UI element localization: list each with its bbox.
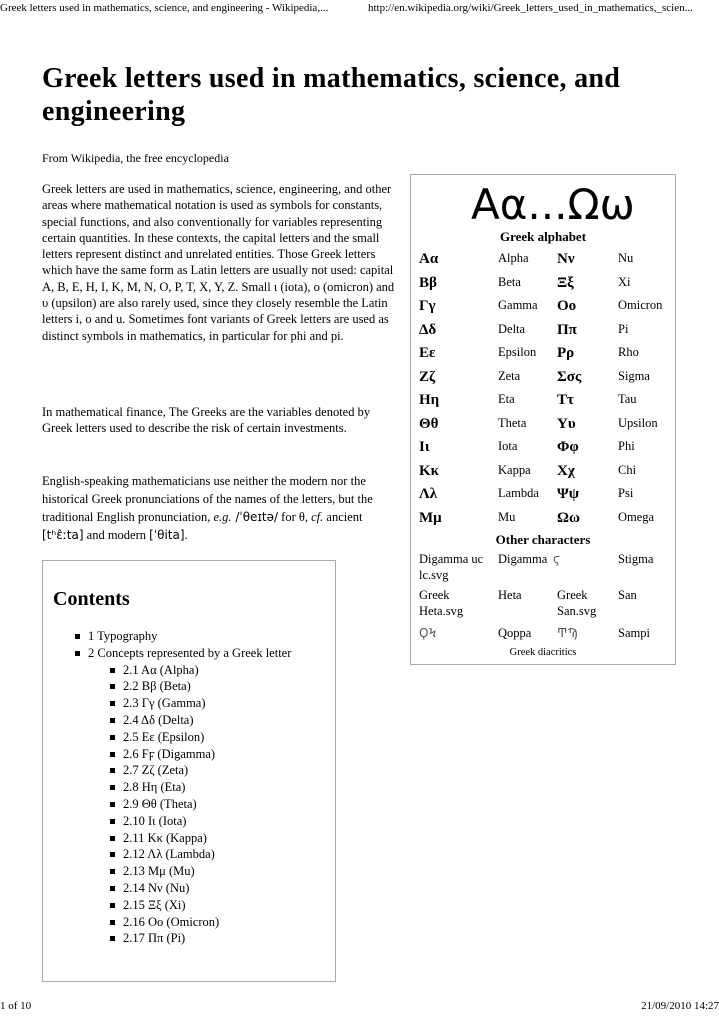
letter-upper-lower[interactable]: Σσς [557, 368, 582, 385]
letter-upper-lower[interactable]: Οο [557, 298, 577, 314]
letter-name[interactable]: Kappa [498, 462, 531, 477]
letter-name[interactable]: Theta [498, 415, 527, 430]
toc-item-label[interactable]: 2.7 Ζζ (Zeta) [123, 763, 189, 778]
toc-item[interactable] [43, 846, 335, 863]
toc-item[interactable] [43, 762, 335, 779]
bullet-icon [110, 836, 115, 841]
letter-name[interactable]: Beta [498, 274, 521, 289]
bullet-icon [110, 768, 115, 773]
letter-name[interactable]: Sigma [618, 368, 650, 383]
article-subtitle: From Wikipedia, the free encyclopedia [42, 151, 229, 165]
toc-item-label[interactable]: 2.8 Ηη (Eta) [123, 780, 186, 795]
greek-alphabet-infobox [410, 174, 676, 665]
letter-upper-lower[interactable]: Ψψ [557, 486, 580, 502]
bullet-icon [110, 936, 115, 941]
toc-item[interactable] [43, 678, 335, 695]
bullet-icon [75, 634, 80, 639]
bullet-icon [110, 668, 115, 673]
letter-upper-lower[interactable]: Ρρ [557, 345, 575, 361]
heta-image-label-a[interactable]: Greek [419, 588, 450, 602]
san-image-label-a[interactable]: Greek [557, 588, 588, 602]
bullet-icon [110, 920, 115, 925]
toc-item[interactable] [43, 779, 335, 796]
toc-item-label[interactable]: 2.13 Μμ (Mu) [123, 864, 195, 879]
stigma-name[interactable]: Stigma [618, 552, 654, 566]
letter-name[interactable]: Xi [618, 274, 631, 289]
letter-upper-lower[interactable]: Υυ [557, 415, 576, 432]
toc-item-label[interactable]: 2.5 Εε (Epsilon) [123, 729, 205, 744]
ipa-english[interactable]: /ˈθeɪtə/ [231, 510, 279, 524]
toc-item[interactable] [43, 930, 335, 947]
letter-name[interactable]: Rho [618, 345, 639, 359]
letter-upper-lower[interactable]: Ιι [419, 439, 430, 455]
bullet-icon [110, 718, 115, 723]
letter-name[interactable]: Lambda [498, 486, 539, 500]
toc-item-label[interactable]: 2.6 Ϝϝ (Digamma) [123, 746, 216, 761]
ipa-modern[interactable]: [ˈθita] [149, 528, 185, 542]
letter-name[interactable]: Eta [498, 392, 515, 406]
letter-name[interactable]: Upsilon [618, 415, 658, 430]
toc-item[interactable] [43, 729, 335, 746]
p3-text-d: and modern [83, 528, 150, 542]
letter-upper-lower[interactable]: Ββ [419, 274, 437, 291]
toc-item-label[interactable]: 2.16 Οο (Omicron) [123, 914, 220, 929]
toc-item[interactable] [43, 628, 335, 645]
letter-name[interactable]: Iota [498, 439, 518, 453]
letter-upper-lower[interactable]: Ππ [557, 321, 577, 338]
letter-name[interactable]: Omicron [618, 298, 663, 312]
toc-item[interactable] [43, 695, 335, 712]
letter-name[interactable]: Nu [618, 251, 634, 265]
letter-name[interactable]: Alpha [498, 251, 529, 265]
toc-item[interactable] [43, 746, 335, 763]
toc-item[interactable] [43, 897, 335, 914]
bullet-icon [110, 852, 115, 857]
intro-paragraph: Greek letters are used in mathematics, science, engineering, and other areas where mathematical notation is used as symbols for constants, special functions, and also conventionally for variables representing certain quantities. In these contexts, the capital letters and the small letters represent distinct and unrelated entities. Those Greek letters which have the same form as Latin letters are usually not used: capital A, B, E, H, I, K, M, N, O, P, T, X, Y, Z. Small ι (iota), ο (omicron) and υ (upsilon) are also rarely used, since they closely resemble the Latin letters i, o and u. Sometimes font variants of Greek letters are used as distinct symbols in mathematics, in particular for phi and pi. [42, 182, 395, 343]
heta-image-label-b[interactable]: Heta.svg [419, 604, 464, 618]
toc-item[interactable] [43, 830, 335, 847]
toc-item[interactable] [43, 662, 335, 679]
letter-name[interactable]: Mu [498, 509, 516, 524]
toc-item[interactable] [43, 796, 335, 813]
toc-item[interactable] [43, 813, 335, 830]
toc-item[interactable] [43, 863, 335, 880]
bullet-icon [110, 785, 115, 790]
bullet-icon [110, 819, 115, 824]
toc-item-label[interactable]: 2.17 Ππ (Pi) [123, 931, 186, 946]
toc-item[interactable] [43, 712, 335, 729]
toc-item-label[interactable]: 2.2 Ββ (Beta) [123, 679, 191, 694]
letter-upper-lower[interactable]: Λλ [419, 486, 438, 502]
san-image-label-b[interactable]: San.svg [557, 604, 597, 618]
letter-name[interactable]: Phi [618, 439, 635, 453]
letter-upper-lower[interactable]: Ξξ [557, 274, 574, 291]
stigma-glyph: ϛ [553, 552, 561, 566]
qoppa-glyph: ϘϞ [419, 626, 437, 640]
toc-item-label[interactable]: 1 Typography [88, 629, 158, 643]
letter-upper-lower[interactable]: Ηη [419, 392, 440, 408]
letter-upper-lower[interactable]: Εε [419, 345, 436, 361]
digamma-image-label-a[interactable]: Digamma uc [419, 552, 484, 566]
alphabet-title[interactable]: Greek alphabet [499, 229, 587, 244]
page-header-title: Greek letters used in mathematics, science, and engineering - Wikipedia,... [0, 2, 329, 14]
p3-text-b: for θ, [278, 510, 312, 524]
toc-list [43, 628, 335, 947]
print-header [0, 0, 719, 18]
table-of-contents [42, 560, 336, 982]
toc-item-label[interactable]: 2.3 Γγ (Gamma) [123, 696, 206, 711]
toc-item-label[interactable]: 2.1 Αα (Alpha) [123, 662, 199, 677]
toc-item-label[interactable]: 2.12 Λλ (Lambda) [123, 847, 215, 862]
print-datetime: 21/09/2010 14:27 [641, 1000, 719, 1012]
bullet-icon [110, 886, 115, 891]
san-name[interactable]: San [618, 588, 637, 602]
letter-upper-lower[interactable]: Κκ [419, 462, 439, 479]
letter-upper-lower[interactable]: Φφ [557, 439, 579, 455]
p3-text-a: English-speaking mathematicians use neither the modern nor the historical Greek pronunciations of the names of the letters, but the traditional English pronunciation, [42, 474, 373, 524]
letter-name[interactable]: Psi [618, 486, 634, 500]
heta-name[interactable]: Heta [498, 588, 522, 602]
p3-eg: e.g. [213, 510, 232, 524]
letter-upper-lower[interactable]: Νν [557, 251, 575, 267]
toc-item-label[interactable]: 2.14 Νν (Nu) [123, 880, 190, 895]
bullet-icon [110, 752, 115, 757]
finance-paragraph: In mathematical finance, The Greeks are the variables denoted by Greek letters used to describe the risk of certain investments. [42, 405, 371, 436]
page-number: 1 of 10 [0, 1000, 32, 1012]
sampi-glyph: ͲϠ [557, 626, 578, 640]
bullet-icon [110, 802, 115, 807]
other-characters-title: Other characters [495, 532, 591, 547]
letter-upper-lower[interactable]: Γγ [419, 298, 436, 314]
bullet-icon [110, 735, 115, 740]
toc-item-label[interactable]: 2.4 Δδ (Delta) [123, 712, 194, 727]
toc-item-label[interactable]: 2.9 Θθ (Theta) [123, 796, 197, 811]
letter-upper-lower[interactable]: Θθ [419, 415, 439, 432]
digamma-image-label-b[interactable]: lc.svg [419, 568, 449, 582]
qoppa-name[interactable]: Qoppa [498, 626, 532, 640]
toc-item-label[interactable]: 2.10 Ιι (Iota) [123, 813, 187, 828]
article-title: Greek letters used in mathematics, science, and engineering [42, 63, 621, 127]
letter-upper-lower[interactable]: Χχ [557, 462, 575, 479]
letter-name[interactable]: Chi [618, 462, 637, 477]
bullet-icon [110, 869, 115, 874]
p3-cf: cf. [311, 510, 324, 524]
toc-title: Contents [53, 588, 130, 610]
pronunciation-paragraph [42, 472, 397, 544]
letter-name[interactable]: Pi [618, 321, 629, 336]
greek-diacritics-link[interactable]: Greek diacritics [509, 647, 577, 658]
page-header-url[interactable]: http://en.wikipedia.org/wiki/Greek_letters_used_in_mathematics,_scien... [368, 2, 693, 14]
letter-upper-lower[interactable]: Ττ [557, 392, 574, 408]
bullet-icon [75, 651, 80, 656]
letter-upper-lower[interactable]: Ωω [557, 509, 580, 526]
toc-item-label[interactable]: 2.11 Κκ (Kappa) [123, 830, 207, 845]
bullet-icon [110, 684, 115, 689]
toc-item-label[interactable]: 2.15 Ξξ (Xi) [123, 897, 186, 912]
p3-text-e: . [184, 528, 188, 542]
letter-name[interactable]: Gamma [498, 298, 538, 312]
toc-item[interactable] [43, 645, 335, 662]
sampi-name[interactable]: Sampi [618, 626, 650, 640]
digamma-name[interactable]: Digamma [498, 552, 548, 566]
letter-name[interactable]: Epsilon [498, 345, 537, 359]
letter-upper-lower[interactable]: Ζζ [419, 368, 436, 385]
bullet-icon [110, 903, 115, 908]
letter-name[interactable]: Zeta [498, 368, 521, 383]
letter-upper-lower[interactable]: Μμ [419, 509, 442, 526]
letter-name[interactable]: Omega [618, 509, 655, 524]
alphabet-image[interactable]: Αα...Ωω [471, 180, 635, 229]
toc-item-label[interactable]: 2 Concepts represented by a Greek letter [88, 645, 292, 660]
letter-upper-lower[interactable]: Δδ [419, 321, 437, 338]
letter-upper-lower[interactable]: Αα [419, 251, 439, 267]
toc-item[interactable] [43, 880, 335, 897]
toc-item[interactable] [43, 914, 335, 931]
bullet-icon [110, 701, 115, 706]
p3-text-c: ancient [323, 510, 363, 524]
letter-name[interactable]: Delta [498, 321, 526, 336]
ipa-ancient[interactable]: [tʰɛ̂ːta] [42, 528, 84, 542]
letter-name[interactable]: Tau [618, 392, 637, 406]
